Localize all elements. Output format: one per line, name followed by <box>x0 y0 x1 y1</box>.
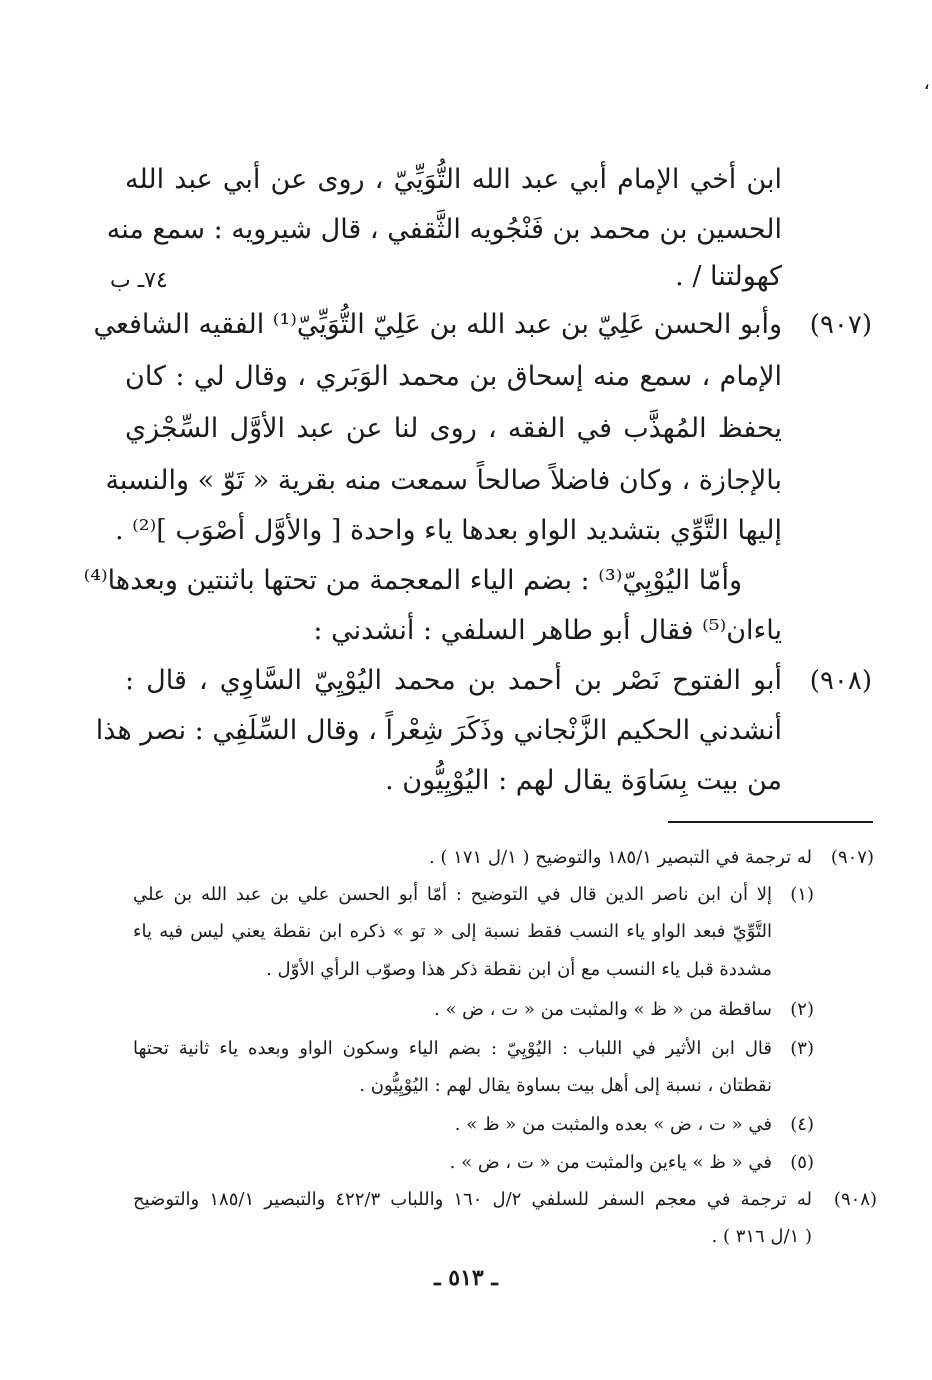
main-line-7: بالإجازة ، وكان فاضلاً صالحاً سمعت منه بقرية « تَوّ » والنسبة <box>105 465 782 496</box>
entry-number-907: (٩٠٧) <box>809 310 872 340</box>
corner-mark: ، <box>923 70 930 94</box>
footnote-2-text: ساقطة من « ظ » والمثبت من « ت ، ض » . <box>434 999 772 1020</box>
main-line-10: ياءان⁽⁵⁾ فقال أبو طاهر السلفي : أنشدني : <box>313 615 782 646</box>
footnote-4-text: في « ت ، ض » بعده والمثبت من « ظ » . <box>454 1114 772 1135</box>
footnote-3-line-1: قال ابن الأثير في اللباب : اليُوْيِيّ : بضم الياء وسكون الواو وبعده ياء ثانية تحتها <box>133 1038 772 1059</box>
footnote-1-line-3: مشددة قبل ياء النسب مع أن ابن نقطة ذكر هذا وصوّب الرأي الأوّل . <box>266 959 772 980</box>
main-line-13: من بيت بِسَاوَة يقال لهم : اليُوْيِيُّون . <box>385 765 782 796</box>
main-line-1: ابن أخي الإمام أبي عبد الله التُّوَيِّيّ ، روى عن أبي عبد الله <box>125 164 782 195</box>
footnote-3-line-2: نقطتان ، نسبة إلى أهل بيت بساوة يقال لهم : اليُوْيِيُّون . <box>359 1075 772 1096</box>
main-line-9: وأمّا اليُوْيِيّ⁽³⁾ : بضم الياء المعجمة من تحتها باثنتين وبعدها⁽⁴⁾ <box>83 565 742 596</box>
footnote-3-number: (٣) <box>790 1038 814 1059</box>
footnote-907-number: (٩٠٧) <box>830 847 874 868</box>
footnote-5-text: في « ظ » ياءين والمثبت من « ت ، ض » . <box>449 1152 772 1173</box>
main-line-11: أبو الفتوح نَصْر بن أحمد بن محمد اليُوْيِيّ السَّاوِي ، قال : <box>125 665 782 696</box>
margin-folio-marker: ٧٤ـ ب <box>110 268 168 293</box>
footnote-4-number: (٤) <box>790 1114 814 1135</box>
footnote-5-number: (٥) <box>790 1152 814 1173</box>
main-line-12: أنشدني الحكيم الزَّنْجاني وذَكَرَ شِعْراً ، وقال السِّلَفِي : نصر هذا <box>95 715 782 746</box>
footnote-907-text: له ترجمة في التبصير ١٨٥/١ والتوضيح ( ١/ل ١٧١ ) . <box>428 847 812 868</box>
main-line-5: الإمام ، سمع منه إسحاق بن محمد الوَبَري ، وقال لي : كان <box>125 361 782 392</box>
footnote-908-line-2: ( ١/ل ٣١٦ ) . <box>711 1226 812 1247</box>
main-line-2: الحسين بن محمد بن فَنْجُويه الثَّقفي ، قال شيرويه : سمع منه <box>106 214 782 245</box>
entry-number-908: (٩٠٨) <box>809 666 872 696</box>
main-line-3: كهولتنا / . <box>675 261 782 292</box>
main-line-4: وأبو الحسن عَلِيّ بن عبد الله بن عَلِيّ التُّوَيِّيّ⁽¹⁾ الفقيه الشافعي <box>93 309 782 340</box>
main-line-8: إليها التَّوِّي بتشديد الواو بعدها ياء واحدة [ والأوَّل أصْوَب ]⁽²⁾ . <box>114 515 782 546</box>
footnote-separator <box>668 821 873 823</box>
footnote-908-line-1: له ترجمة في معجم السفر للسلفي ٢/ل ١٦٠ واللباب ٤٢٢/٣ والتبصير ١٨٥/١ والتوضيح <box>133 1189 812 1210</box>
main-line-6: يحفظ المُهذَّب في الفقه ، روى لنا عن عبد الأوَّل السِّجْزي <box>125 413 782 444</box>
footnote-908-number: (٩٠٨) <box>833 1189 877 1210</box>
footnote-1-line-1: إلا أن ابن ناصر الدين قال في التوضيح : أمّا أبو الحسن علي بن عبد الله بن علي <box>133 884 772 905</box>
page-number: ـ ٥١٣ ـ <box>434 1265 498 1291</box>
footnote-2-number: (٢) <box>790 999 814 1020</box>
footnote-1-number: (١) <box>790 884 814 905</box>
footnote-1-line-2: التَّوِّيّ فبعد الواو ياء النسب فقط نسبة إلى « تو » ذكره ابن نقطة يعني ليس فيه ياء <box>133 921 772 942</box>
